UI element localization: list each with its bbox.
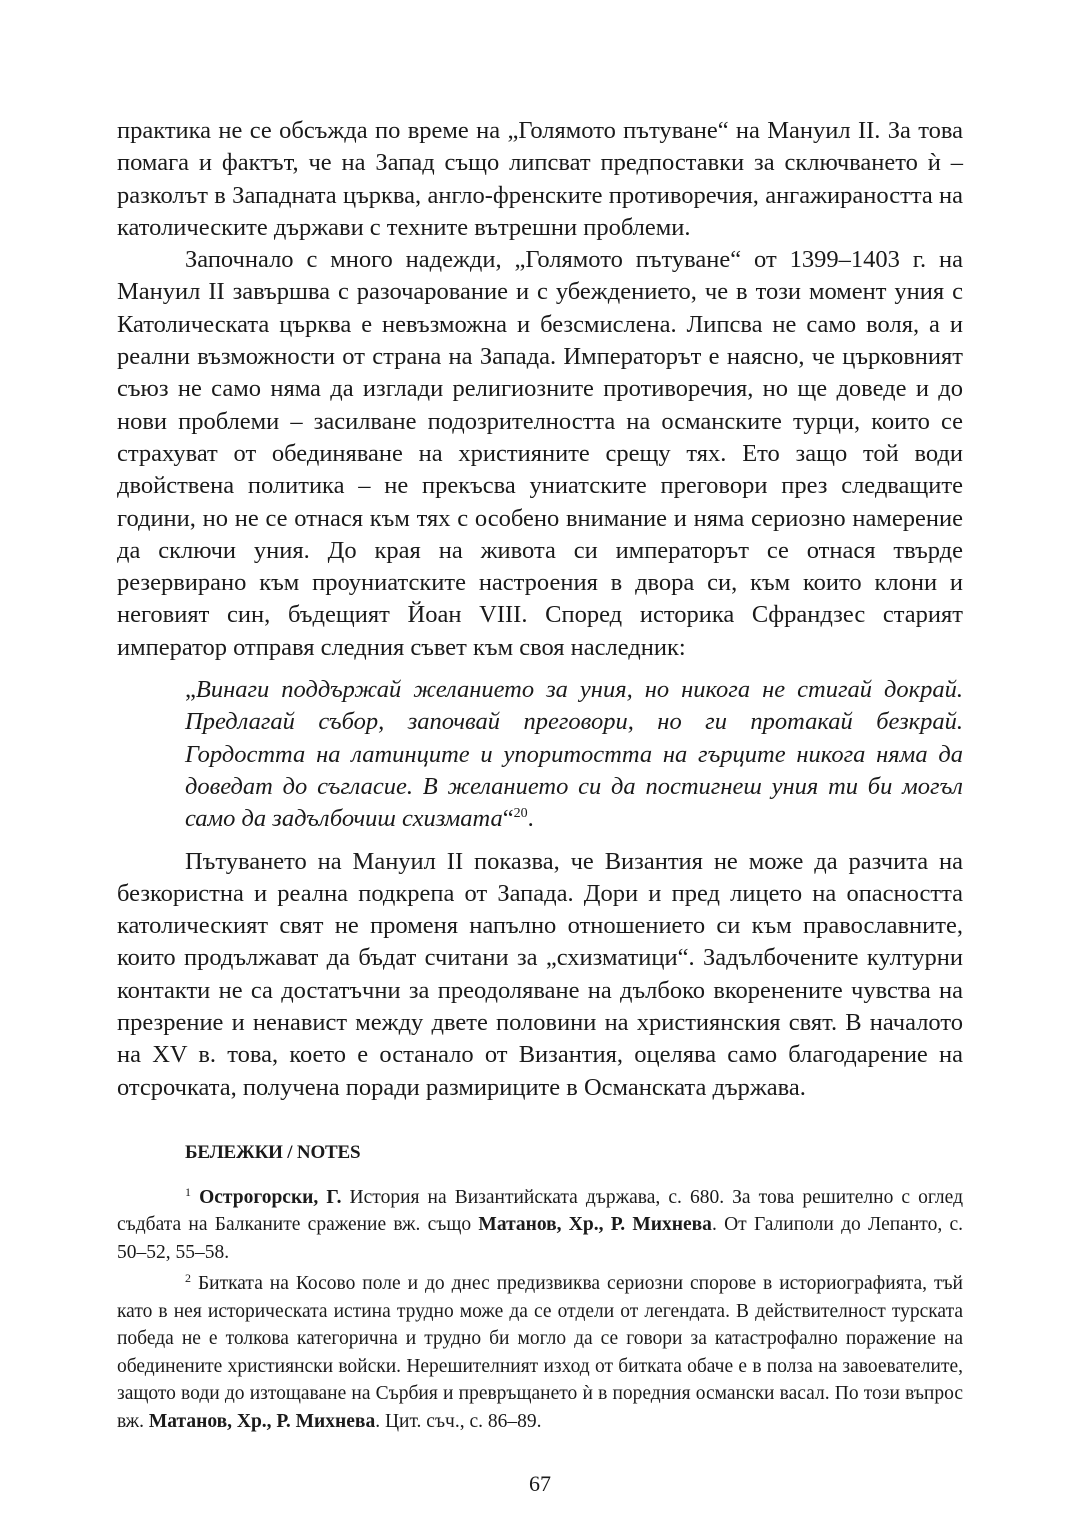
footnote-number: 2 [185, 1271, 191, 1286]
footnote-author: Острогорски, Г. [199, 1186, 342, 1208]
quote-close-mark: “ [502, 805, 514, 833]
footnote-ref-20[interactable]: 20 [513, 806, 528, 822]
footnote-text: История на Византийската държава, с. 680. За това решително с оглед съдбата на Балканите сражение вж. също [117, 1186, 963, 1236]
body-paragraph-2: Започнало с много надежди, „Голямото пътуване“ от 1399–1403 г. на Мануил II завършва с разочарование и с убеждението, че в този момент уния с Католическата църква е невъзможна и безсмислена. Липсва не само воля, а и реални възможности от страна на Запада. Императорът е наясно, че църковният съюз не само няма да изглади религиозните противоречия, но ще доведе и до нови проблеми – засилване подозрителността на османските турци, които се страхуват от обединяване на християните срещу тях. Ето защо той води двойствена политика – не прекъсва униатските преговори през следващите години, но не се отнася към тях с особено внимание и няма сериозно намерение да сключи уния. До края на живота си императорът се отнася твърде резервирано към проуниатските настроения в двора си, към които клони и неговият син, бъдещият Йоан VIII. Според историка Сфрандзес старият император отправя следния съвет към своя наследник: [117, 246, 963, 661]
body-paragraph-1: практика не се обсъжда по време на „Голямото пътуване“ на Мануил II. За това помага и фактът, че на Запад също липсват предпоставки за сключването ѝ – разколът в Западната църква, англо-френските противоречия, ангажираността на католическите държави с техните вътрешни проблеми. [117, 117, 963, 241]
footnote-2 [117, 1270, 963, 1435]
page-number: 67 [529, 1471, 551, 1496]
document-page [117, 115, 963, 1439]
block-quote [185, 674, 963, 835]
quote-open-mark: „ [185, 676, 196, 704]
body-paragraph-3: Пътуването на Мануил II показва, че Византия не може да разчита на безкористна и реална подкрепа от Запада. Дори и пред лицето на опасността католическият свят не променя напълно отношението си към православните, които продължават да бъдат считани за „схизматици“. Задълбочените културни контакти не са достатъчни за преодоляване на дълбоко вкоренените чувства на презрение и ненавист между двете половини на християнския свят. В началото на XV в. това, което е останало от Византия, оцелява само благодарение на отсрочката, получена поради размириците в Османската държава. [117, 847, 963, 1101]
footnote-author: Матанов, Хр., Р. Михнева [148, 1410, 376, 1432]
quote-end: . [527, 805, 534, 833]
footnote-text: . От Галиполи до Лепанто, с. 50–52, 55–58. [117, 1214, 963, 1263]
footnote-1 [117, 1184, 963, 1267]
footnote-number: 1 [185, 1184, 191, 1199]
footnote-author: Матанов, Хр., Р. Михнева [478, 1214, 712, 1236]
quote-text: Винаги поддържай желанието за уния, но никога не стигай докрай. Предлагай събор, започвай преговори, но ги протакай безкрай. Гордостта на латинците и упоритостта на гърците никога няма да доведат до съгласие. В желанието си да постигнеш уния ти би могъл само да задълбочиш схизмата [185, 676, 963, 833]
notes-heading: БЕЛЕЖКИ / NOTES [185, 1141, 361, 1163]
footnote-text: Битката на Косово поле и до днес предизвиква сериозни спорове в историографията, тъй като в нея историческата истина трудно може да се отдели от легендата. В действителност турската победа не е толкова категорична и трудно би могло да се говори за катастрофално поражение на обединените християнски войски. Нерешителният изход от битката обаче е в полза на завоевателите, защото води до изтощаване на Сърбия и превръщането ѝ в поредния османски васал. По този въпрос вж. [117, 1273, 963, 1432]
footnote-text: . Цит. съч., с. 86–89. [375, 1410, 542, 1432]
